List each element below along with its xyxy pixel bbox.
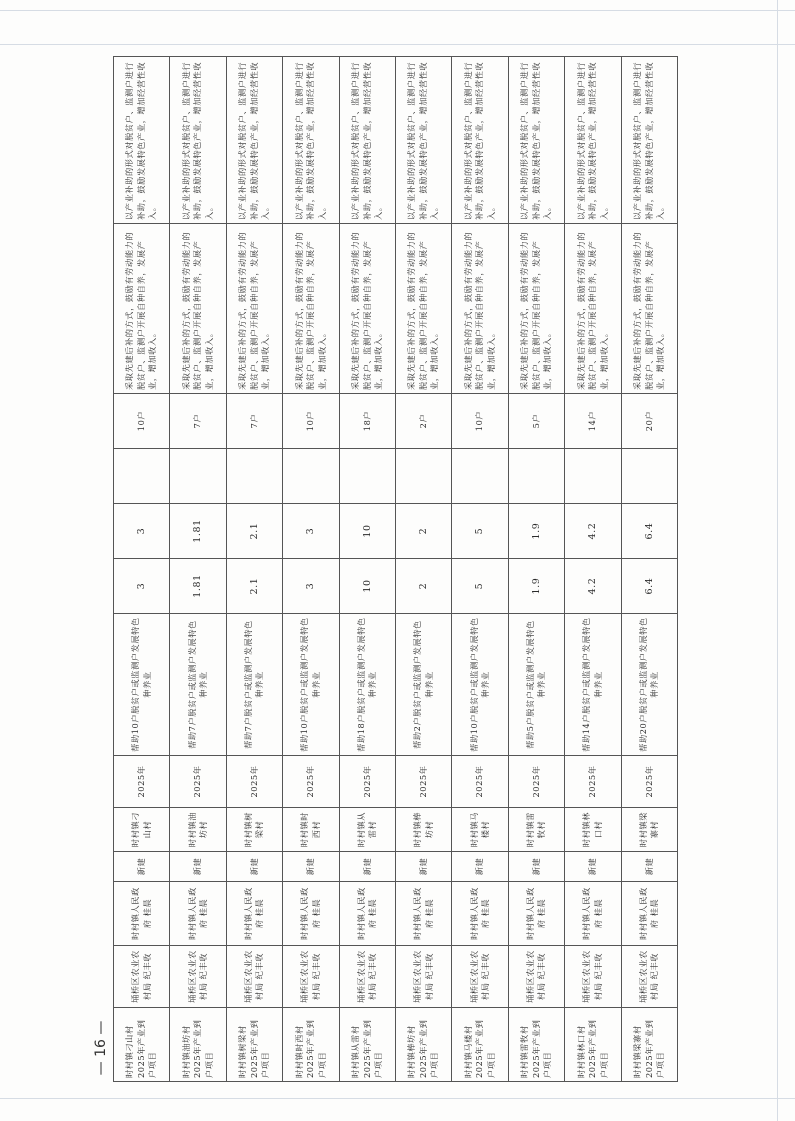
project-content-cell: 帮助18户脱贫户或监测户发展特色种养业 — [339, 614, 395, 756]
project-content-cell: 帮助10户脱贫户或监测户发展特色种养业 — [114, 614, 170, 756]
performance-goal-cell: 以产业补助的形式对脱贫户、监测户进行补助，鼓励发展特色产业，增加经营性收入。 — [339, 57, 395, 224]
fund-amount-cell: 2.1 — [226, 504, 282, 559]
construction-type-cell: 新建 — [226, 852, 282, 882]
project-content-cell: 帮助7户脱贫户或监测户发展特色种养业 — [226, 614, 282, 756]
year-cell: 2025年 — [621, 756, 677, 808]
beneficiary-households-cell: 18户 — [339, 394, 395, 449]
total-investment-cell: 6.4 — [621, 559, 677, 614]
total-investment-cell: 1.81 — [170, 559, 226, 614]
total-investment-cell: 2 — [395, 559, 451, 614]
scan-artifact-line — [0, 44, 795, 45]
other-fund-cell — [395, 449, 451, 504]
benefit-mechanism-cell: 采取先建后补的方式，鼓励有劳动能力的脱贫户、监测户开展自种自养，发展产业，增加收入。 — [452, 224, 508, 394]
location-cell: 时村镇树梁村 — [226, 808, 282, 852]
fund-amount-cell: 10 — [339, 504, 395, 559]
total-investment-cell: 5 — [452, 559, 508, 614]
construction-type-cell: 新建 — [283, 852, 339, 882]
fund-amount-cell: 1.81 — [170, 504, 226, 559]
beneficiary-households-cell: 5户 — [508, 394, 564, 449]
year-cell: 2025年 — [283, 756, 339, 808]
total-investment-cell: 4.2 — [565, 559, 621, 614]
department-cell: 埇桥区农业农村局 纪丰收 — [395, 946, 451, 1008]
table-row — [395, 57, 451, 1082]
total-investment-cell: 1.9 — [508, 559, 564, 614]
implementing-unit-cell: 时村镇人民政府 桂晨 — [452, 882, 508, 946]
table-row — [114, 57, 170, 1082]
benefit-mechanism-cell: 采取先建后补的方式，鼓励有劳动能力的脱贫户、监测户开展自种自养，发展产业，增加收入。 — [565, 224, 621, 394]
implementing-unit-cell: 时村镇人民政府 桂晨 — [283, 882, 339, 946]
benefit-mechanism-cell: 采取先建后补的方式，鼓励有劳动能力的脱贫户、监测户开展自种自养，发展产业，增加收入。 — [508, 224, 564, 394]
location-cell: 时村镇时西村 — [283, 808, 339, 852]
performance-goal-cell: 以产业补助的形式对脱贫户、监测户进行补助，鼓励发展特色产业，增加经营性收入。 — [283, 57, 339, 224]
scan-artifact-line — [0, 1098, 795, 1099]
fund-amount-cell: 4.2 — [565, 504, 621, 559]
location-cell: 时村镇马楼村 — [452, 808, 508, 852]
scan-artifact-line — [777, 0, 778, 1121]
beneficiary-households-cell: 2户 — [395, 394, 451, 449]
department-cell: 埇桥区农业农村局 纪丰收 — [283, 946, 339, 1008]
table-body — [114, 57, 678, 1082]
construction-type-cell: 新建 — [170, 852, 226, 882]
benefit-mechanism-cell: 采取先建后补的方式，鼓励有劳动能力的脱贫户、监测户开展自种自养，发展产业，增加收入。 — [621, 224, 677, 394]
beneficiary-households-cell: 7户 — [226, 394, 282, 449]
benefit-mechanism-cell: 采取先建后补的方式，鼓励有劳动能力的脱贫户、监测户开展自种自养，发展产业，增加收入。 — [114, 224, 170, 394]
year-cell: 2025年 — [170, 756, 226, 808]
table-row — [565, 57, 621, 1082]
benefit-mechanism-cell: 采取先建后补的方式，鼓励有劳动能力的脱贫户、监测户开展自种自养，发展产业，增加收入。 — [283, 224, 339, 394]
performance-goal-cell: 以产业补助的形式对脱贫户、监测户进行补助，鼓励发展特色产业，增加经营性收入。 — [114, 57, 170, 224]
department-cell: 埇桥区农业农村局 纪丰收 — [565, 946, 621, 1008]
beneficiary-households-cell: 20户 — [621, 394, 677, 449]
location-cell: 时村镇林口村 — [565, 808, 621, 852]
fund-amount-cell: 3 — [114, 504, 170, 559]
performance-goal-cell: 以产业补助的形式对脱贫户、监测户进行补助，鼓励发展特色产业，增加经营性收入。 — [395, 57, 451, 224]
department-cell: 埇桥区农业农村局 纪丰收 — [170, 946, 226, 1008]
implementing-unit-cell: 时村镇人民政府 桂晨 — [170, 882, 226, 946]
other-fund-cell — [452, 449, 508, 504]
year-cell: 2025年 — [339, 756, 395, 808]
implementing-unit-cell: 时村镇人民政府 桂晨 — [226, 882, 282, 946]
year-cell: 2025年 — [565, 756, 621, 808]
location-cell: 时村镇从雷村 — [339, 808, 395, 852]
project-name-cell: 时村镇林口村2025年产业到户项目 — [565, 1008, 621, 1082]
project-name-cell: 时村镇油坊村2025年产业到户项目 — [170, 1008, 226, 1082]
beneficiary-households-cell: 14户 — [565, 394, 621, 449]
other-fund-cell — [621, 449, 677, 504]
benefit-mechanism-cell: 采取先建后补的方式，鼓励有劳动能力的脱贫户、监测户开展自种自养，发展产业，增加收入。 — [170, 224, 226, 394]
location-cell: 时村镇油坊村 — [170, 808, 226, 852]
year-cell: 2025年 — [395, 756, 451, 808]
construction-type-cell: 新建 — [452, 852, 508, 882]
other-fund-cell — [114, 449, 170, 504]
total-investment-cell: 3 — [283, 559, 339, 614]
implementing-unit-cell: 时村镇人民政府 桂晨 — [621, 882, 677, 946]
other-fund-cell — [565, 449, 621, 504]
page-number: — 16 — — [93, 1020, 109, 1076]
project-content-cell: 帮助2户脱贫户或监测户发展特色种养业 — [395, 614, 451, 756]
benefit-mechanism-cell: 采取先建后补的方式，鼓励有劳动能力的脱贫户、监测户开展自种自养，发展产业，增加收入。 — [339, 224, 395, 394]
project-content-cell: 帮助10户脱贫户或监测户发展特色种养业 — [283, 614, 339, 756]
location-cell: 时村镇刁山村 — [114, 808, 170, 852]
location-cell: 时村镇棒坊村 — [395, 808, 451, 852]
project-name-cell: 时村镇树梁村2025年产业到户项目 — [226, 1008, 282, 1082]
beneficiary-households-cell: 10户 — [283, 394, 339, 449]
construction-type-cell: 新建 — [395, 852, 451, 882]
construction-type-cell: 新建 — [621, 852, 677, 882]
construction-type-cell: 新建 — [339, 852, 395, 882]
implementing-unit-cell: 时村镇人民政府 桂晨 — [395, 882, 451, 946]
year-cell: 2025年 — [452, 756, 508, 808]
project-name-cell: 时村镇时西村2025年产业到户项目 — [283, 1008, 339, 1082]
year-cell: 2025年 — [508, 756, 564, 808]
project-name-cell: 时村镇梁寨村2025年产业到户项目 — [621, 1008, 677, 1082]
project-content-cell: 帮助14户脱贫户或监测户发展特色种养业 — [565, 614, 621, 756]
project-table — [113, 56, 678, 1082]
department-cell: 埇桥区农业农村局 纪丰收 — [508, 946, 564, 1008]
table-row — [621, 57, 677, 1082]
total-investment-cell: 3 — [114, 559, 170, 614]
project-content-cell: 帮助7户脱贫户或监测户发展特色种养业 — [170, 614, 226, 756]
performance-goal-cell: 以产业补助的形式对脱贫户、监测户进行补助，鼓励发展特色产业，增加经营性收入。 — [621, 57, 677, 224]
department-cell: 埇桥区农业农村局 纪丰收 — [226, 946, 282, 1008]
table-row — [339, 57, 395, 1082]
project-name-cell: 时村镇雷牧村2025年产业到户项目 — [508, 1008, 564, 1082]
implementing-unit-cell: 时村镇人民政府 桂晨 — [339, 882, 395, 946]
performance-goal-cell: 以产业补助的形式对脱贫户、监测户进行补助，鼓励发展特色产业，增加经营性收入。 — [565, 57, 621, 224]
project-name-cell: 时村镇刁山村2025年产业到户项目 — [114, 1008, 170, 1082]
implementing-unit-cell: 时村镇人民政府 桂晨 — [114, 882, 170, 946]
project-name-cell: 时村镇从雷村2025年产业到户项目 — [339, 1008, 395, 1082]
fund-amount-cell: 1.9 — [508, 504, 564, 559]
project-name-cell: 时村镇棒坊村2025年产业到户项目 — [395, 1008, 451, 1082]
scan-artifact-line — [0, 10, 795, 11]
implementing-unit-cell: 时村镇人民政府 桂晨 — [565, 882, 621, 946]
table-row — [226, 57, 282, 1082]
total-investment-cell: 2.1 — [226, 559, 282, 614]
rotated-table-wrapper — [113, 57, 678, 1082]
other-fund-cell — [226, 449, 282, 504]
performance-goal-cell: 以产业补助的形式对脱贫户、监测户进行补助，鼓励发展特色产业，增加经营性收入。 — [508, 57, 564, 224]
table-row — [283, 57, 339, 1082]
fund-amount-cell: 6.4 — [621, 504, 677, 559]
fund-amount-cell: 5 — [452, 504, 508, 559]
beneficiary-households-cell: 7户 — [170, 394, 226, 449]
performance-goal-cell: 以产业补助的形式对脱贫户、监测户进行补助，鼓励发展特色产业，增加经营性收入。 — [226, 57, 282, 224]
table-row — [452, 57, 508, 1082]
table-row — [508, 57, 564, 1082]
year-cell: 2025年 — [114, 756, 170, 808]
other-fund-cell — [170, 449, 226, 504]
project-content-cell: 帮助5户脱贫户或监测户发展特色种养业 — [508, 614, 564, 756]
other-fund-cell — [283, 449, 339, 504]
project-name-cell: 时村镇马楼村2025年产业到户项目 — [452, 1008, 508, 1082]
other-fund-cell — [508, 449, 564, 504]
year-cell: 2025年 — [226, 756, 282, 808]
department-cell: 埇桥区农业农村局 纪丰收 — [452, 946, 508, 1008]
fund-amount-cell: 2 — [395, 504, 451, 559]
benefit-mechanism-cell: 采取先建后补的方式，鼓励有劳动能力的脱贫户、监测户开展自种自养，发展产业，增加收入。 — [226, 224, 282, 394]
department-cell: 埇桥区农业农村局 纪丰收 — [339, 946, 395, 1008]
fund-amount-cell: 3 — [283, 504, 339, 559]
performance-goal-cell: 以产业补助的形式对脱贫户、监测户进行补助，鼓励发展特色产业，增加经营性收入。 — [170, 57, 226, 224]
project-content-cell: 帮助10户脱贫户或监测户发展特色种养业 — [452, 614, 508, 756]
construction-type-cell: 新建 — [508, 852, 564, 882]
performance-goal-cell: 以产业补助的形式对脱贫户、监测户进行补助，鼓励发展特色产业，增加经营性收入。 — [452, 57, 508, 224]
location-cell: 时村镇梁寨村 — [621, 808, 677, 852]
total-investment-cell: 10 — [339, 559, 395, 614]
department-cell: 埇桥区农业农村局 纪丰收 — [114, 946, 170, 1008]
construction-type-cell: 新建 — [565, 852, 621, 882]
construction-type-cell: 新建 — [114, 852, 170, 882]
other-fund-cell — [339, 449, 395, 504]
benefit-mechanism-cell: 采取先建后补的方式，鼓励有劳动能力的脱贫户、监测户开展自种自养，发展产业，增加收入。 — [395, 224, 451, 394]
beneficiary-households-cell: 10户 — [114, 394, 170, 449]
table-row — [170, 57, 226, 1082]
implementing-unit-cell: 时村镇人民政府 桂晨 — [508, 882, 564, 946]
department-cell: 埇桥区农业农村局 纪丰收 — [621, 946, 677, 1008]
location-cell: 时村镇雷牧村 — [508, 808, 564, 852]
project-content-cell: 帮助20户脱贫户或监测户发展特色种养业 — [621, 614, 677, 756]
beneficiary-households-cell: 10户 — [452, 394, 508, 449]
